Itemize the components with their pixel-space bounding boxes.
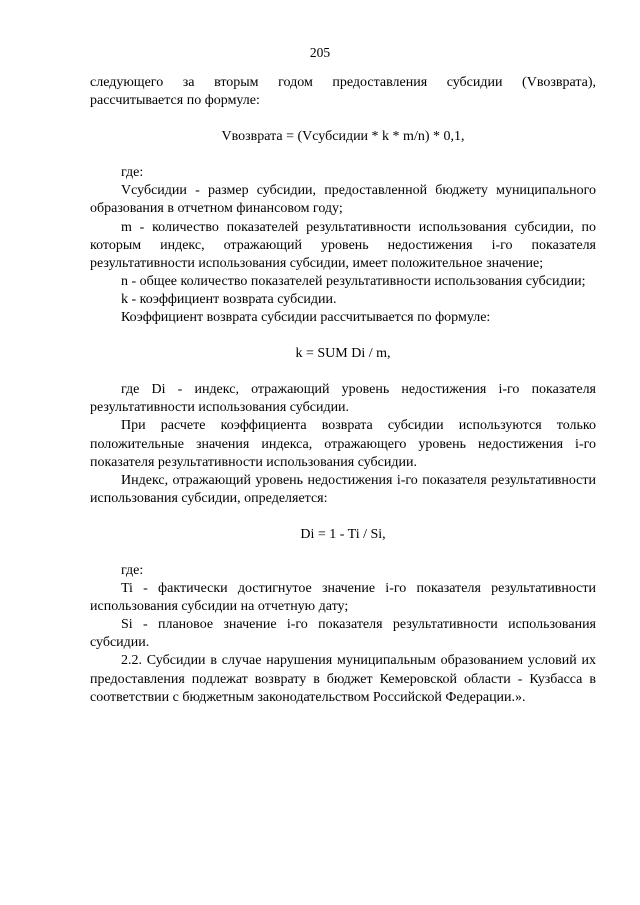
- definition-di: где Di - индекс, отражающий уровень недостижения i-го показателя результативности использования субсидии.: [90, 382, 596, 416]
- paragraph-calculation: При расчете коэффициента возврата субсидии используются только положительные значения индекса, отражающего уровень недостижения i-го показателя результативности использования субсидии.: [90, 418, 596, 470]
- definition-m: m - количество показателей результативности использования субсидии, по которым индекс, отражающий уровень недостижения i-го показателя результативности использования субсидии, имеет положительное значение;: [90, 219, 596, 271]
- definition-n: n - общее количество показателей результативности использования субсидии;: [121, 273, 586, 289]
- document-body: [90, 74, 596, 707]
- paragraph-2-2: 2.2. Субсидии в случае нарушения муниципальным образованием условий их предоставления подлежат возврату в бюджет Кемеровской области - Кузбасса в соответствии с бюджетным законодательством Российской Федерации.».: [90, 653, 596, 705]
- definition-k: k - коэффициент возврата субсидии.: [121, 291, 337, 307]
- definition-ti: Ti - фактически достигнутое значение i-го показателя результативности использования субсидии на отчетную дату;: [90, 581, 596, 615]
- formula-k: k = SUM Di / m,: [295, 346, 391, 362]
- paragraph-intro: следующего за вторым годом предоставления субсидии (Vвозврата), рассчитывается по формуле:: [90, 75, 596, 109]
- definition-si: Si - плановое значение i-го показателя результативности использования субсидии.: [90, 617, 596, 651]
- page-number: 205: [309, 45, 331, 60]
- where-label-1: где:: [121, 165, 144, 181]
- paragraph-index: Индекс, отражающий уровень недостижения i-го показателя результативности использования субсидии, определяется:: [90, 472, 596, 506]
- formula-di: Di = 1 - Ti / Si,: [300, 526, 386, 542]
- where-label-2: где:: [121, 562, 144, 578]
- paragraph-coefficient: Коэффициент возврата субсидии рассчитывается по формуле:: [121, 310, 491, 326]
- definition-v-subsidy: Vсубсидии - размер субсидии, предоставленной бюджету муниципального образования в отчетном финансовом году;: [90, 183, 596, 217]
- formula-v-return: Vвозврата = (Vсубсидии * k * m/n) * 0,1,: [221, 129, 465, 145]
